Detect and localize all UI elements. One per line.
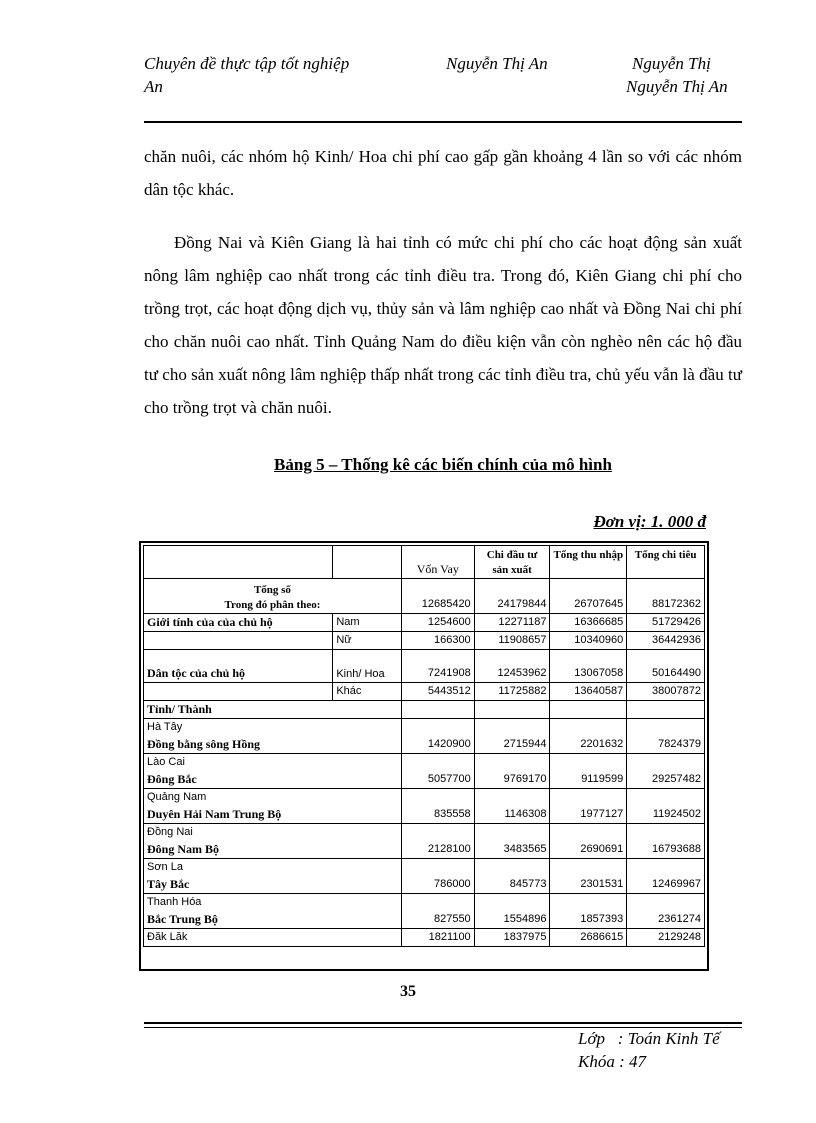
footer-cohort: Khóa : 47 <box>578 1052 646 1071</box>
region-label: Duyên Hải Nam Trung Bộ <box>144 806 402 824</box>
total-label-cell <box>144 579 402 614</box>
header-cell: Tổng chi tiêu <box>627 546 705 579</box>
table-cell: 16366685 <box>550 614 627 632</box>
table-row <box>144 701 705 719</box>
table-cell-empty <box>401 789 474 807</box>
table-cell-empty <box>627 719 705 737</box>
table-cell: 16793688 <box>627 841 705 859</box>
table-cell: 12453962 <box>474 650 550 683</box>
header-cell: Chi đầu tư sản xuất <box>474 546 550 579</box>
table-row <box>144 632 705 650</box>
header-cell: Vốn Vay <box>401 546 474 579</box>
statistics-table <box>143 545 705 947</box>
table-cell: 1821100 <box>401 929 474 947</box>
table-cell: 88172362 <box>627 579 705 614</box>
table-cell: 2361274 <box>627 911 705 929</box>
table-cell: 2201632 <box>550 736 627 754</box>
header-thesis-title: Chuyên đề thực tập tốt nghiệp <box>144 54 350 73</box>
region-label: Đông Bắc <box>144 771 402 789</box>
table-cell-empty <box>401 824 474 842</box>
table-cell: 1857393 <box>550 911 627 929</box>
table-cell: 12271187 <box>474 614 550 632</box>
table-cell-empty <box>550 719 627 737</box>
table-cell-empty <box>627 894 705 912</box>
province-label: Sơn La <box>144 859 402 877</box>
province-label: Đồng Nai <box>144 824 402 842</box>
table-row <box>144 859 705 877</box>
table-row <box>144 894 705 912</box>
table-cell-empty <box>627 789 705 807</box>
table-row <box>144 719 705 737</box>
table-row <box>144 771 705 789</box>
header-cell-empty <box>144 546 333 579</box>
table-cell: 13640587 <box>550 683 627 701</box>
table-cell: 36442936 <box>627 632 705 650</box>
table-cell: 7824379 <box>627 736 705 754</box>
table-cell: 827550 <box>401 911 474 929</box>
page-header <box>144 52 744 98</box>
ethnic-group-label: Dân tộc của chủ hộ <box>144 650 333 683</box>
table-row <box>144 806 705 824</box>
row-label: Khác <box>333 683 402 701</box>
table-title: Bảng 5 – Thống kê các biến chính của mô hình <box>274 455 612 474</box>
table-cell: 10340960 <box>550 632 627 650</box>
table-cell: 2129248 <box>627 929 705 947</box>
table-cell: 2686615 <box>550 929 627 947</box>
table-cell-empty <box>401 859 474 877</box>
table-cell: 12469967 <box>627 876 705 894</box>
table-cell: 1554896 <box>474 911 550 929</box>
table-cell: 1977127 <box>550 806 627 824</box>
table-cell-empty <box>550 859 627 877</box>
body-paragraph-2: Đồng Nai và Kiên Giang là hai tỉnh có mức chi phí cho các hoạt động sản xuất nông lâm nghiệp cao nhất trong các tỉnh điều tra. Trong đó, Kiên Giang chi phí cho trồng trọt, các hoạt động dịch vụ, thủy sản và lâm nghiệp cao nhất và Đồng Nai chi phí cho chăn nuôi cao nhất. Tỉnh Quảng Nam do điều kiện vẫn còn nghèo nên các hộ đầu tư cho sản xuất nông lâm nghiệp thấp nhất trong các tỉnh điều tra, chủ yếu vẫn là đầu tư cho trồng trọt và chăn nuôi. <box>144 233 742 417</box>
table-row-total <box>144 579 705 614</box>
table-cell-empty <box>550 824 627 842</box>
table-cell: 1420900 <box>401 736 474 754</box>
body-paragraph-1: chăn nuôi, các nhóm hộ Kinh/ Hoa chi phí cao gấp gần khoảng 4 lần so với các nhóm dân tộc khác. <box>144 147 742 199</box>
breakdown-label: Trong đó phân theo: <box>224 599 321 611</box>
table-cell: 2690691 <box>550 841 627 859</box>
table-cell: 13067058 <box>550 650 627 683</box>
table-cell-empty <box>550 754 627 772</box>
table-cell: 1837975 <box>474 929 550 947</box>
table-cell: 1254600 <box>401 614 474 632</box>
table-cell: 29257482 <box>627 771 705 789</box>
row-label: Nữ <box>333 632 402 650</box>
footer-class: Lớp : Toán Kinh Tế <box>578 1029 720 1048</box>
table-cell-empty <box>401 719 474 737</box>
table-cell: 50164490 <box>627 650 705 683</box>
row-label: Nam <box>333 614 402 632</box>
table-cell: 2128100 <box>401 841 474 859</box>
table-cell: 11725882 <box>474 683 550 701</box>
province-group-label: Tỉnh/ Thành <box>144 701 402 719</box>
table-cell: 9119599 <box>550 771 627 789</box>
footer-divider-thin <box>144 1027 742 1028</box>
table-row <box>144 824 705 842</box>
table-cell-empty <box>144 632 333 650</box>
table-row <box>144 736 705 754</box>
table-row <box>144 929 705 947</box>
table-cell-empty <box>144 683 333 701</box>
header-author-repeat: Nguyễn Thị An <box>626 77 728 96</box>
header-author-right: Nguyễn Thị <box>632 54 711 73</box>
header-author: Nguyễn Thị An <box>446 54 548 73</box>
table-cell: 835558 <box>401 806 474 824</box>
table-cell: 51729426 <box>627 614 705 632</box>
table-row <box>144 841 705 859</box>
table-cell-empty <box>627 824 705 842</box>
total-label: Tổng số <box>253 584 291 596</box>
table-cell: 9769170 <box>474 771 550 789</box>
header-divider <box>144 121 742 123</box>
table-cell: 26707645 <box>550 579 627 614</box>
table-row <box>144 754 705 772</box>
table-cell-empty <box>550 894 627 912</box>
table-cell: 5057700 <box>401 771 474 789</box>
table-cell: 11908657 <box>474 632 550 650</box>
table-cell: 11924502 <box>627 806 705 824</box>
table-cell: 845773 <box>474 876 550 894</box>
table-cell: 7241908 <box>401 650 474 683</box>
table-unit: Đơn vị: 1. 000 đ <box>593 512 706 531</box>
table-cell-empty <box>474 789 550 807</box>
province-label: Thanh Hóa <box>144 894 402 912</box>
header-thesis-title-wrap: An <box>144 77 163 96</box>
table-row <box>144 683 705 701</box>
table-cell: 786000 <box>401 876 474 894</box>
table-cell-empty <box>550 789 627 807</box>
table-cell-empty <box>474 719 550 737</box>
table-cell-empty <box>474 754 550 772</box>
table-row <box>144 911 705 929</box>
table-cell: 5443512 <box>401 683 474 701</box>
table-cell: 12685420 <box>401 579 474 614</box>
region-label: Đông Nam Bộ <box>144 841 402 859</box>
region-label: Đồng bằng sông Hồng <box>144 736 402 754</box>
province-label: Quảng Nam <box>144 789 402 807</box>
table-row <box>144 650 705 683</box>
region-rows <box>144 719 705 929</box>
table-cell: 38007872 <box>627 683 705 701</box>
table-cell: 24179844 <box>474 579 550 614</box>
table-cell-empty <box>550 701 627 719</box>
table-cell: 2301531 <box>550 876 627 894</box>
table-cell-empty <box>401 701 474 719</box>
gender-group-label: Giới tính của của chủ hộ <box>144 614 333 632</box>
header-cell-empty <box>333 546 402 579</box>
table-cell-empty <box>474 859 550 877</box>
table-cell: 1146308 <box>474 806 550 824</box>
table-row <box>144 789 705 807</box>
table-cell: 2715944 <box>474 736 550 754</box>
table-header-row <box>144 546 705 579</box>
table-row <box>144 614 705 632</box>
table-cell-empty <box>627 859 705 877</box>
table-cell-empty <box>474 701 550 719</box>
table-row <box>144 876 705 894</box>
row-label: Kinh/ Hoa <box>333 650 402 683</box>
table-cell-empty <box>401 894 474 912</box>
region-label: Bắc Trung Bộ <box>144 911 402 929</box>
table-cell-empty <box>627 701 705 719</box>
table-cell-empty <box>401 754 474 772</box>
footer-divider <box>144 1022 742 1024</box>
header-cell: Tổng thu nhập <box>550 546 627 579</box>
row-label: Đăk Lăk <box>144 929 402 947</box>
province-label: Hà Tây <box>144 719 402 737</box>
region-label: Tây Bắc <box>144 876 402 894</box>
table-cell: 166300 <box>401 632 474 650</box>
table-cell-empty <box>627 754 705 772</box>
table-cell-empty <box>474 824 550 842</box>
province-label: Lào Cai <box>144 754 402 772</box>
table-cell: 3483565 <box>474 841 550 859</box>
page-number: 35 <box>400 983 416 1000</box>
table-cell-empty <box>474 894 550 912</box>
